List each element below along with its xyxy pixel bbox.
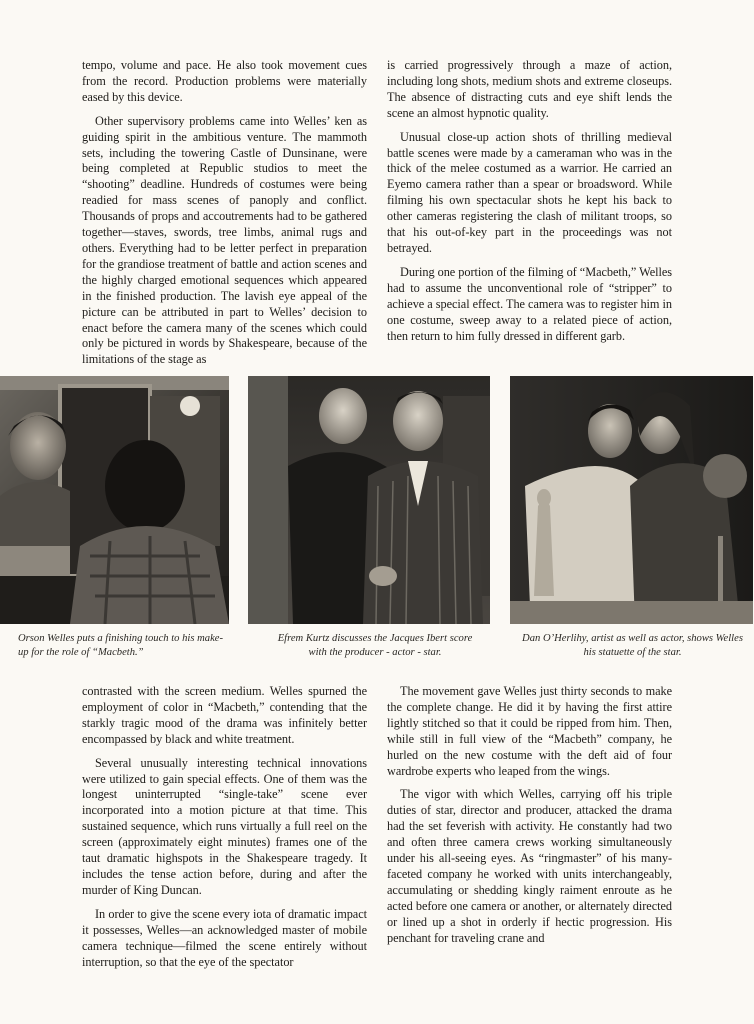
paragraph: tempo, volume and pace. He also took movement cues from the record. Production problems were materially eased by this device.	[82, 58, 367, 104]
paragraph: The movement gave Welles just thirty seconds to make the complete change. He did it by having the first attire lightly stitched so that it could be ripped from him. Then, while still in full view of the “Macbeth” company, he hurled on the new costume with the deft aid of four wardrobe experts who leaped from the wings.	[387, 684, 672, 778]
paragraph: The vigor with which Welles, carrying off his triple duties of star, director and producer, attacked the drama had the set feverish with activity. He constantly had two and often three camera crews working simultaneously under his all-seeing eyes. As “ringmaster” of his many-faceted company he worked with units interchangeably, accumulating or shedding kingly raiment enroute as he acted before one camera or another, or alternately directed or lined up a shot in orderly if hectic progression. His penchant for traveling crane and	[387, 787, 672, 945]
text-column-bottom-right	[387, 684, 672, 955]
photo-welles-makeup	[0, 376, 229, 624]
paragraph: is carried progressively through a maze of action, including long shots, medium shots and extreme closeups. The absence of distracting cuts and eye shift lends the scene an almost hypnotic quality.	[387, 58, 672, 120]
paragraph: During one portion of the filming of “Macbeth,” Welles had to assume the unconventional role of “stripper” to achieve a special effect. The camera was to register him in one costume, sweep away to a related piece of action, then return to him fully dressed in different garb.	[387, 264, 672, 343]
paragraph: Several unusually interesting technical innovations were utilized to gain special effects. One of them was the longest uninterrupted “single-take” scene ever incorporated into a motion picture at that time. This sustained sequence, which runs virtually a full reel on the screen (approximately eight minutes) frames one of the taut dramatic highspots in the Shakespeare tragedy. It includes the tense action before, during and after the murder of King Duncan.	[82, 755, 367, 897]
paragraph: In order to give the scene every iota of dramatic impact it possesses, Welles—an acknowledged master of mobile camera technique—filmed the scene entirely without interruption, so that the eye of the spectator	[82, 906, 367, 969]
photo-oherlihy-statuette	[510, 376, 753, 624]
paragraph: Other supervisory problems came into Welles’ ken as guiding spirit in the ambitious venture. The mammoth sets, including the towering Castle of Dunsinane, were being completed at Republic studios to meet the “shooting” deadline. Hundreds of costumes were being readied for mass scenes of panoply and conflict. Thousands of props and accoutrements had to be gathered together—staves, swords, tree limbs, animal rugs and others. Everything had to be letter perfect in preparation for the grandiose treatment of battle and action scenes and the highly charged emotional sequences which appeared in the finished production. The lavish eye appeal of the picture can be attributed in part to Welles’ decision to enact before the camera many of the scenes which could only be pictured in words by Shakespeare, because of the limitations of the stage as	[82, 113, 367, 367]
photo-caption: Orson Welles puts a finishing touch to his make-up for the role of “Macbeth.”	[18, 633, 223, 658]
photo-kurtz-welles	[248, 376, 490, 624]
text-column-bottom-left	[82, 684, 367, 978]
paragraph: contrasted with the screen medium. Welles spurned the employment of color in “Macbeth,” contending that the starkly tragic mood of the drama was infinitely better encompassed by black and white treatment.	[82, 684, 367, 746]
text-column-top-left	[82, 58, 367, 376]
photo-caption: Dan O’Herlihy, artist as well as actor, shows Welles his statuette of the star.	[522, 633, 743, 658]
text-column-top-right	[387, 58, 672, 352]
paragraph: Unusual close-up action shots of thrilling medieval battle scenes were made by a cameraman who was in the thick of the melee costumed as a warrior. He carried an Eyemo camera rather than a spear or broadsword. While filming his own spectacular shots he kept his back to other cameras registering the clash of militant troops, so that his out-of-key part in the proceedings was not betrayed.	[387, 129, 672, 255]
photo-caption: Efrem Kurtz discusses the Jacques Ibert score with the producer - actor - star.	[277, 633, 473, 658]
